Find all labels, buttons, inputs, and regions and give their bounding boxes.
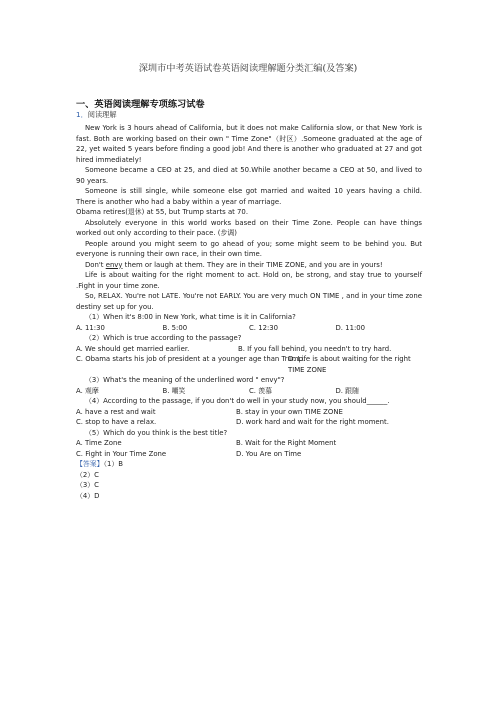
option-c: C. Obama starts his job of president at a younger age than Trump.: [76, 355, 306, 363]
underlined-word: envy: [105, 260, 123, 269]
option-a: A. 观摩: [76, 386, 99, 395]
option-a: A. 11:30: [76, 323, 105, 332]
passage-paragraph: New York is 3 hours ahead of California, but it does not make California slow, or that New York is fast. Both are working based on their own " Time Zone"（时区）.Someone graduated at the age of 22, yet waited 5 years before finding a good job! And there is another who graduated at 27 and got hired immediately!: [76, 124, 422, 164]
answer-item: （2）C: [76, 470, 99, 479]
option-b: B. 嘲笑: [162, 386, 186, 395]
option-row: [76, 323, 422, 334]
option-d: D. 跟随: [335, 386, 359, 395]
answer-block: [76, 459, 422, 501]
answer-item: （3）C: [76, 481, 99, 489]
section-heading: 一、英语阅读理解专项练习试卷: [76, 99, 205, 110]
question-number: 1．: [76, 110, 88, 119]
question-label: 阅读理解: [87, 110, 117, 119]
option-row: [76, 354, 422, 375]
option-d: D. 11:00: [335, 323, 366, 332]
question-stem: （1）When it's 8:00 in New York, what time is it in California?: [85, 313, 296, 321]
option-c: C. 12:30: [249, 323, 279, 332]
option-b: B. stay in your own TIME ZONE: [236, 407, 343, 416]
option-row: [76, 386, 422, 397]
option-row: [76, 438, 422, 449]
option-row: [76, 417, 422, 428]
option-row: [76, 344, 422, 355]
option-b: B. 5:00: [162, 323, 188, 332]
passage-paragraph: [76, 260, 422, 271]
answer-tag: 【答案】: [76, 460, 104, 468]
option-c: C. stop to have a relax.: [76, 418, 157, 426]
answer-item: （4）D: [76, 491, 100, 500]
option-d: D. work hard and wait for the right moment.: [236, 418, 389, 426]
option-b: B. Wait for the Right Moment: [236, 439, 337, 447]
answer-item: （1）B: [103, 460, 124, 468]
question-header: [76, 110, 117, 120]
option-c: C. 羡慕: [249, 386, 272, 395]
passage-paragraph: Someone became a CEO at 25, and died at 50.While another became a CEO at 50, and lived to 90 years.: [76, 166, 422, 185]
option-a: A. Time Zone: [76, 439, 122, 447]
option-c: C. Fight in Your Time Zone: [76, 449, 167, 458]
passage-text: Don't: [85, 260, 104, 269]
option-b: B. If you fall behind, you needn't to try hard.: [238, 344, 392, 353]
question-stem: （4）According to the passage, if you don't do well in your study now, you should______.: [85, 397, 390, 405]
question-stem: （3）What's the meaning of the underlined word " envy"?: [85, 376, 285, 384]
passage-paragraph: So, RELAX. You're not LATE. You're not EARLY. You are very much ON TIME , and in your time zone destiny set up for you.: [76, 292, 422, 311]
passage-body: [76, 123, 422, 501]
passage-paragraph: Life is about waiting for the right moment to act. Hold on, be strong, and stay true to yourself .Fight in your time zone.: [76, 271, 422, 290]
option-row: [76, 449, 422, 460]
document-title: 深圳市中考英语试卷英语阅读理解题分类汇编(及答案): [138, 63, 358, 74]
option-a: A. We should get married earlier.: [76, 344, 190, 353]
question-stem: （5）Which do you think is the best title?: [85, 428, 228, 437]
passage-paragraph: Absolutely everyone in this world works based on their Time Zone. People can have things worked out only according to their pace. (步调): [76, 218, 422, 237]
passage-paragraph: Someone is still single, while someone else got married and waited 10 years having a child. There is another who had a baby within a year of marriage.: [76, 187, 422, 206]
option-a: A. have a rest and wait: [76, 407, 156, 416]
passage-paragraph: People around you might seem to go ahead of you; some might seem to be behind you. But everyone is running their own race, in their own time.: [76, 239, 422, 258]
passage-text: them or laugh at them. They are in their TIME ZONE, and you are in yours!: [122, 260, 383, 269]
option-row: [76, 407, 422, 418]
question-stem: （2）Which is true according to the passage?: [85, 334, 242, 342]
option-d: D. You Are on Time: [236, 449, 302, 458]
answer-line: [76, 459, 422, 470]
option-d: D. Life is about waiting for the right TIME ZONE: [288, 355, 411, 374]
passage-paragraph: Obama retires(退休) at 55, but Trump starts at 70.: [76, 208, 249, 216]
